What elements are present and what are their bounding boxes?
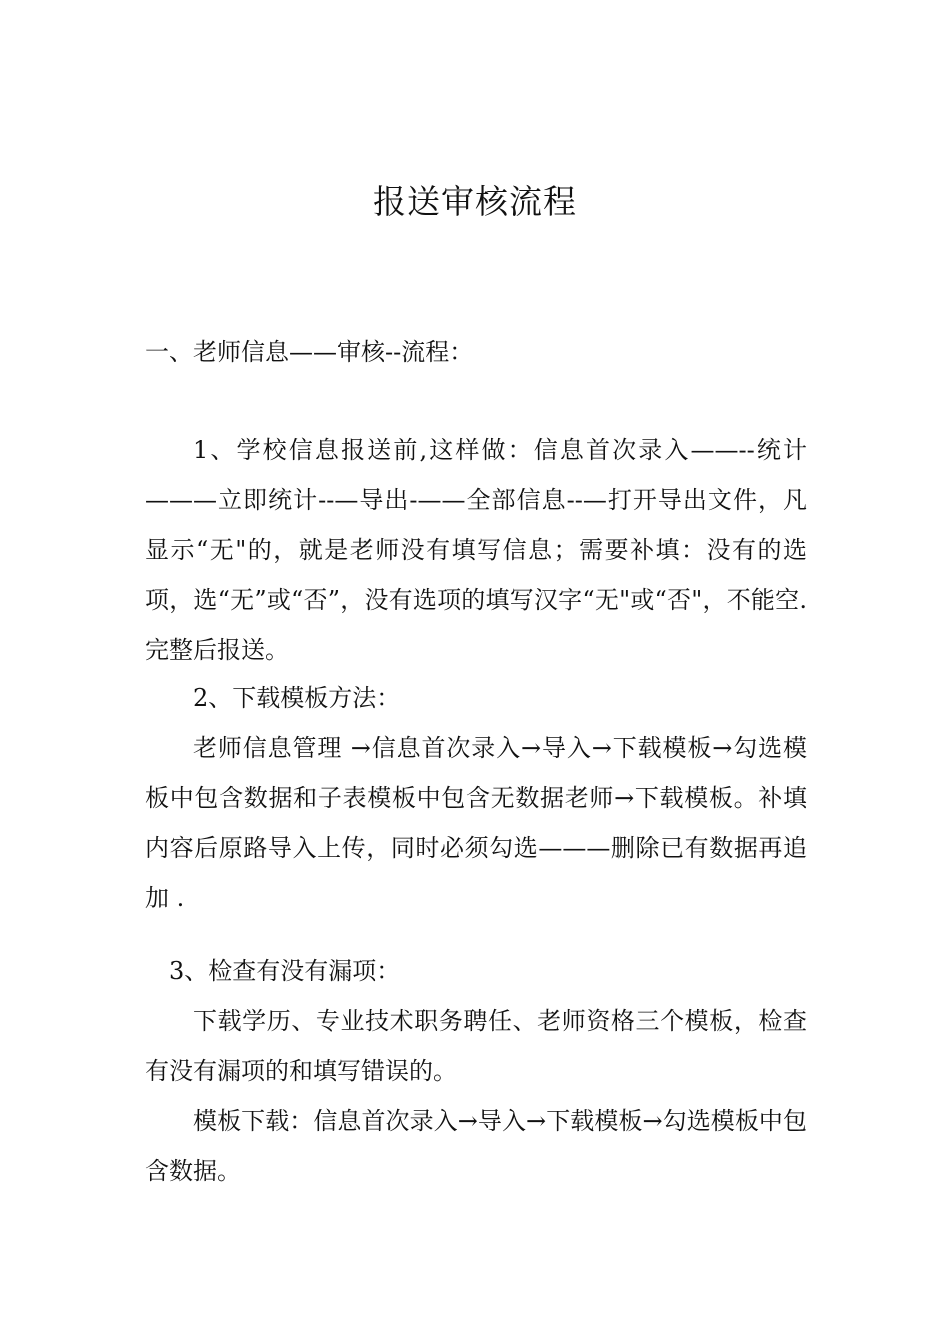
section-heading-check-omissions: 3、检查有没有漏项： [169,957,401,985]
paragraph-download-three-templates: 下载学历、专业技术职务聘任、老师资格三个模板，检查有没有漏项的和填写错误的。 [145,1007,807,1085]
paragraph-template-path: 老师信息管理 →信息首次录入→导入→下载模板→勾选模板中包含数据和子表模板中包含无数据老师→下载模板。补填内容后原路导入上传，同时必须勾选———删除已有数据再追加 . [145,734,807,912]
section-heading-teacher-info-review: 一、老师信息——审核--流程： [145,338,474,366]
document-title: 报送审核流程 [373,182,577,221]
paragraph-template-download-path: 模板下载：信息首次录入→导入→下载模板→勾选模板中包含数据。 [145,1107,807,1185]
paragraph-step-2-download-template: 2、下载模板方法： [193,684,401,712]
paragraph-step-1-school-info-report: 1、学校信息报送前,这样做：信息首次录入——--统计———立即统计--—导出-——全部信息--—打开导出文件，凡显示“无"的，就是老师没有填写信息；需要补填：没有的选项，选“无”或“否”，没有选项的填写汉字“无"或“否"，不能空.完整后报送。 [145,436,807,664]
